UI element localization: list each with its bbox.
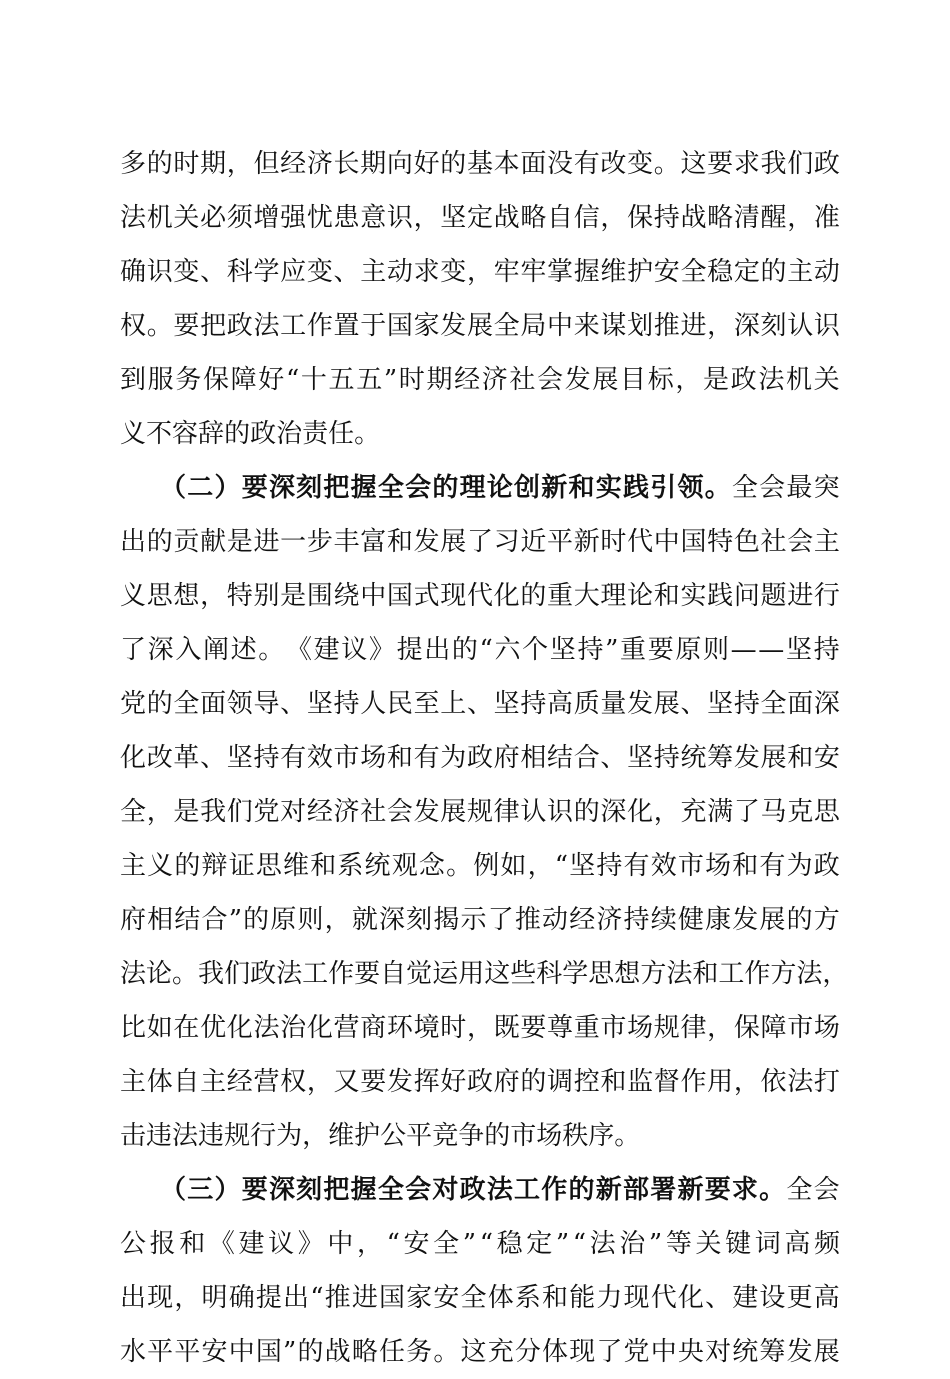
text-line: 比 如 在 优 化 法 治 化 营 商 环 境 时 ， 既 要 尊 重 市 场 规 律 ， 保 障 市 场 (120, 1013, 840, 1043)
text-line: 出 的 贡 献 是 进 一 步 丰 富 和 发 展 了 习 近 平 新 时 代 中 国 特 色 社 会 主 (120, 527, 840, 557)
text-line: 法 机 关 必 须 增 强 忧 患 意 识 ， 坚 定 战 略 自 信 ， 保 持 战 略 清 醒 ， 准 (120, 203, 840, 233)
text-line: 法 论 。 我 们 政 法 工 作 要 自 觉 运 用 这 些 科 学 思 想 方 法 和 工 作 方 法 ， (120, 959, 849, 989)
paragraph-first-line: （ 三 ） 要 深 刻 把 握 全 会 对 政 法 工 作 的 新 部 署 新 要 求 。 全 会 (160, 1175, 840, 1205)
text-line: 主 体 自 主 经 营 权 ， 又 要 发 挥 好 政 府 的 调 控 和 监 督 作 用 ， 依 法 打 (120, 1067, 840, 1097)
text-line: 府 相 结 合 ” 的 原 则 ， 就 深 刻 揭 示 了 推 动 经 济 持 续 健 康 发 展 的 方 (120, 905, 840, 935)
text-line: 了 深 入 阐 述 。 《 建 议 》 提 出 的 “ 六 个 坚 持 ” 重 要 原 则 — — 坚 持 (120, 635, 840, 665)
text-line: 义 不 容 辞 的 政 治 责 任 。 (120, 419, 381, 449)
text-line: 权 。 要 把 政 法 工 作 置 于 国 家 发 展 全 局 中 来 谋 划 推 进 ， 深 刻 认 识 (120, 311, 840, 341)
text-line: 主 义 的 辩 证 思 维 和 系 统 观 念 。 例 如 ， “ 坚 持 有 效 市 场 和 有 为 政 (120, 851, 840, 881)
text-line: 到 服 务 保 障 好 “ 十 五 五 ” 时 期 经 济 社 会 发 展 目 标 ， 是 政 法 机 关 (120, 365, 840, 395)
text-line: 击 违 法 违 规 行 为 ， 维 护 公 平 竞 争 的 市 场 秩 序 。 (120, 1121, 641, 1151)
text-line: 党 的 全 面 领 导 、 坚 持 人 民 至 上 、 坚 持 高 质 量 发 展 、 坚 持 全 面 深 (120, 689, 840, 719)
text-line: 水 平 平 安 中 国 ” 的 战 略 任 务 。 这 充 分 体 现 了 党 中 央 对 统 筹 发 展 (120, 1337, 840, 1367)
text-line: 公 报 和 《 建 议 》 中 ， “ 安 全 ” “ 稳 定 ” “ 法 治 ” 等 关 键 词 高 频 (120, 1229, 840, 1259)
text-line: 义 思 想 ， 特 别 是 围 绕 中 国 式 现 代 化 的 重 大 理 论 和 实 践 问 题 进 行 (120, 581, 840, 611)
text-line: 多 的 时 期 ， 但 经 济 长 期 向 好 的 基 本 面 没 有 改 变 。 这 要 求 我 们 政 (120, 149, 840, 179)
text-line: 全 ， 是 我 们 党 对 经 济 社 会 发 展 规 律 认 识 的 深 化 ， 充 满 了 马 克 思 (120, 797, 840, 827)
paragraph-first-line: （ 二 ） 要 深 刻 把 握 全 会 的 理 论 创 新 和 实 践 引 领 。 全 会 最 突 (160, 473, 840, 503)
text-line: 出 现 ， 明 确 提 出 “ 推 进 国 家 安 全 体 系 和 能 力 现 代 化 、 建 设 更 高 (120, 1283, 840, 1313)
text-line: 化 改 革 、 坚 持 有 效 市 场 和 有 为 政 府 相 结 合 、 坚 持 统 筹 发 展 和 安 (120, 743, 840, 773)
body-text (120, 137, 849, 1379)
text-line: 确 识 变 、 科 学 应 变 、 主 动 求 变 ， 牢 牢 掌 握 维 护 安 全 稳 定 的 主 动 (120, 257, 840, 287)
